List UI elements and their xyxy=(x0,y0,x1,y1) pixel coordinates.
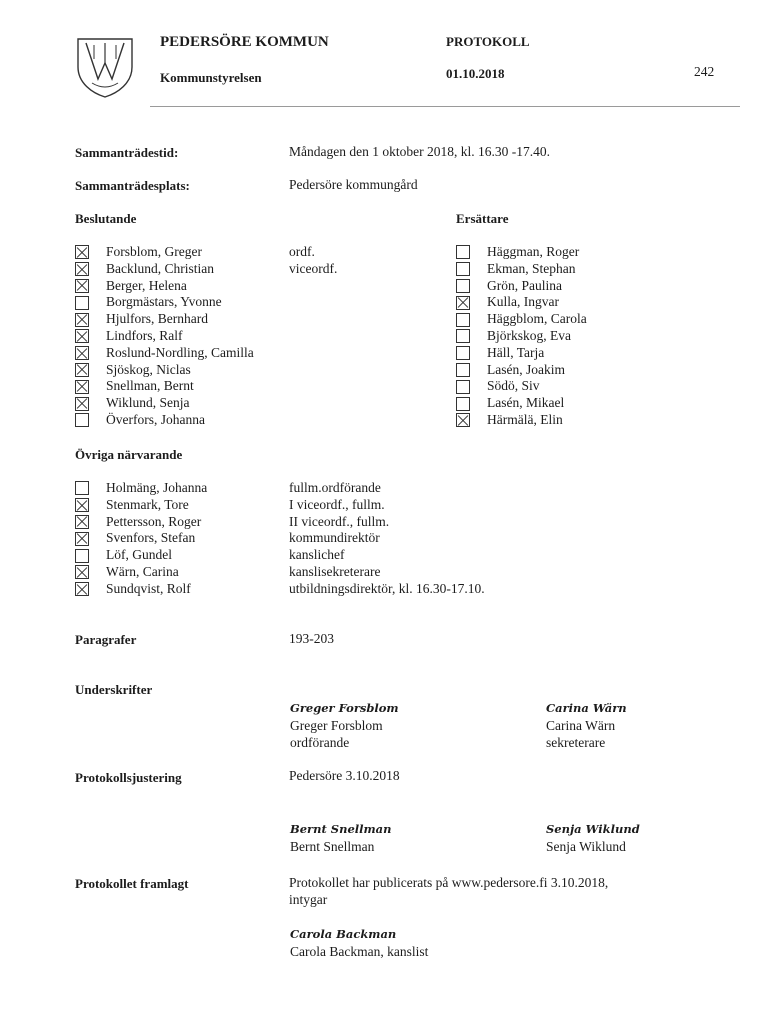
adjuster1-signature: Bernt Snellman xyxy=(290,822,392,836)
member-name: Snellman, Bernt xyxy=(106,378,194,394)
substitute-name: Häggman, Roger xyxy=(487,244,580,259)
empty-checkbox-icon xyxy=(456,245,470,259)
member-role xyxy=(289,378,337,395)
checked-checkbox-icon xyxy=(75,329,89,343)
other-present-row xyxy=(75,514,207,531)
member-row xyxy=(75,261,254,278)
published-line-1: Protokollet har publicerats på www.pedersore.fi 3.10.2018, xyxy=(289,875,609,890)
secretary-signature: Carina Wärn xyxy=(546,701,627,715)
member-name: Hjulfors, Bernhard xyxy=(106,311,208,327)
others-heading: Övriga närvarande xyxy=(75,447,183,462)
member-row xyxy=(75,345,254,362)
substitute-row xyxy=(456,362,587,379)
member-row xyxy=(75,412,254,429)
municipal-coat-of-arms xyxy=(72,33,138,99)
adjuster2-signature: Senja Wiklund xyxy=(546,822,640,836)
checked-checkbox-icon xyxy=(75,279,89,293)
chair-name: Greger Forsblom xyxy=(290,718,383,733)
substitutes-list xyxy=(456,244,587,429)
document-type: PROTOKOLL xyxy=(446,34,530,49)
member-row xyxy=(75,244,254,261)
empty-checkbox-icon xyxy=(456,329,470,343)
checked-checkbox-icon xyxy=(75,582,89,596)
secretary-block xyxy=(546,717,615,751)
secretary-title: sekreterare xyxy=(546,735,606,750)
other-present-row xyxy=(75,564,207,581)
substitute-name: Kulla, Ingvar xyxy=(487,294,559,310)
header-divider xyxy=(150,106,740,107)
substitute-name: Häggblom, Carola xyxy=(487,311,587,327)
other-present-role: kanslisekreterare xyxy=(289,563,381,579)
other-present-name: Holmäng, Johanna xyxy=(106,480,208,495)
others-roles xyxy=(289,480,485,598)
other-present-role: fullm.ordförande xyxy=(289,480,381,495)
checked-checkbox-icon xyxy=(456,413,470,427)
meeting-time-label: Sammanträdestid: xyxy=(75,145,179,160)
substitute-name: Björkskog, Eva xyxy=(487,327,571,343)
adjustment-value: Pedersöre 3.10.2018 xyxy=(289,768,400,783)
empty-checkbox-icon xyxy=(456,346,470,360)
other-present-name: Löf, Gundel xyxy=(106,547,172,563)
published-line-2: intygar xyxy=(289,892,328,907)
member-row xyxy=(75,362,254,379)
substitute-name: Lasén, Joakim xyxy=(487,361,565,377)
member-role xyxy=(289,395,337,412)
other-present-name: Stenmark, Tore xyxy=(106,496,189,512)
checked-checkbox-icon xyxy=(75,363,89,377)
member-role xyxy=(289,278,337,295)
substitute-name: Ekman, Stephan xyxy=(487,260,576,276)
other-present-row xyxy=(75,480,207,497)
governing-body: Kommunstyrelsen xyxy=(160,70,262,85)
registrar-signature: Carola Backman xyxy=(290,927,397,941)
meeting-place-label: Sammanträdesplats: xyxy=(75,178,190,193)
registrar-name: Carola Backman, kanslist xyxy=(290,944,429,959)
other-present-role: kommundirektör xyxy=(289,530,380,546)
adjuster1-name: Bernt Snellman xyxy=(290,839,375,854)
empty-checkbox-icon xyxy=(75,413,89,427)
member-name: Överfors, Johanna xyxy=(106,411,205,427)
member-role xyxy=(289,328,337,345)
other-present-name: Sundqvist, Rolf xyxy=(106,580,191,596)
checked-checkbox-icon xyxy=(75,346,89,360)
empty-checkbox-icon xyxy=(456,262,470,276)
other-present-role: kanslichef xyxy=(289,547,345,563)
members-roles xyxy=(289,244,337,429)
other-present-role: utbildningsdirektör, kl. 16.30-17.10. xyxy=(289,580,485,596)
member-row xyxy=(75,294,254,311)
checked-checkbox-icon xyxy=(75,498,89,512)
substitute-name: Grön, Paulina xyxy=(487,277,562,293)
meeting-time-value: Måndagen den 1 oktober 2018, kl. 16.30 -17.40. xyxy=(289,144,550,159)
checked-checkbox-icon xyxy=(75,313,89,327)
member-role xyxy=(289,345,337,362)
substitute-row xyxy=(456,244,587,261)
member-name: Roslund-Nordling, Camilla xyxy=(106,344,254,360)
substitute-name: Härmälä, Elin xyxy=(487,411,563,427)
checked-checkbox-icon xyxy=(75,532,89,546)
substitute-row xyxy=(456,278,587,295)
member-role: viceordf. xyxy=(289,260,338,276)
substitute-row xyxy=(456,395,587,412)
member-role: ordf. xyxy=(289,244,315,259)
member-role xyxy=(289,294,337,311)
other-present-row xyxy=(75,547,207,564)
chair-signature: Greger Forsblom xyxy=(290,701,399,715)
checked-checkbox-icon xyxy=(75,245,89,259)
checked-checkbox-icon xyxy=(75,397,89,411)
empty-checkbox-icon xyxy=(456,313,470,327)
other-present-role: I viceordf., fullm. xyxy=(289,496,385,512)
empty-checkbox-icon xyxy=(456,363,470,377)
other-present-name: Wärn, Carina xyxy=(106,563,179,579)
empty-checkbox-icon xyxy=(75,296,89,310)
paragraphs-value: 193-203 xyxy=(289,631,334,646)
other-present-name: Pettersson, Roger xyxy=(106,513,202,529)
signatures-label: Underskrifter xyxy=(75,682,153,697)
substitute-row xyxy=(456,261,587,278)
empty-checkbox-icon xyxy=(456,397,470,411)
member-role xyxy=(289,412,337,429)
member-row xyxy=(75,395,254,412)
member-name: Borgmästars, Yvonne xyxy=(106,294,222,310)
member-role xyxy=(289,311,337,328)
other-present-row xyxy=(75,530,207,547)
meeting-place-value: Pedersöre kommungård xyxy=(289,177,418,192)
member-role xyxy=(289,362,337,379)
adjustment-label: Protokollsjustering xyxy=(75,770,182,785)
other-present-row xyxy=(75,497,207,514)
others-list xyxy=(75,480,207,598)
substitutes-heading: Ersättare xyxy=(456,211,509,226)
member-name: Lindfors, Ralf xyxy=(106,327,183,343)
chair-title: ordförande xyxy=(290,735,350,750)
checked-checkbox-icon xyxy=(75,565,89,579)
member-row xyxy=(75,278,254,295)
substitute-name: Häll, Tarja xyxy=(487,344,545,360)
member-row xyxy=(75,378,254,395)
published-label: Protokollet framlagt xyxy=(75,876,189,891)
chair-block xyxy=(290,717,383,751)
member-row xyxy=(75,328,254,345)
other-present-role: II viceordf., fullm. xyxy=(289,513,390,529)
members-heading: Beslutande xyxy=(75,211,137,226)
substitute-row xyxy=(456,294,587,311)
members-list xyxy=(75,244,254,429)
member-name: Wiklund, Senja xyxy=(106,395,190,411)
empty-checkbox-icon xyxy=(456,279,470,293)
checked-checkbox-icon xyxy=(456,296,470,310)
other-present-row xyxy=(75,581,207,598)
substitute-row xyxy=(456,378,587,395)
substitute-name: Södö, Siv xyxy=(487,378,540,394)
member-name: Sjöskog, Niclas xyxy=(106,361,191,377)
member-name: Backlund, Christian xyxy=(106,260,214,276)
municipality-name: PEDERSÖRE KOMMUN xyxy=(160,34,329,50)
other-present-name: Svenfors, Stefan xyxy=(106,530,196,546)
substitute-row xyxy=(456,345,587,362)
published-text xyxy=(289,874,608,908)
document-date: 01.10.2018 xyxy=(446,66,505,81)
substitute-row xyxy=(456,412,587,429)
checked-checkbox-icon xyxy=(75,515,89,529)
substitute-name: Lasén, Mikael xyxy=(487,395,565,411)
empty-checkbox-icon xyxy=(75,481,89,495)
substitute-row xyxy=(456,311,587,328)
empty-checkbox-icon xyxy=(456,380,470,394)
adjuster2-name: Senja Wiklund xyxy=(546,839,626,854)
member-row xyxy=(75,311,254,328)
empty-checkbox-icon xyxy=(75,549,89,563)
checked-checkbox-icon xyxy=(75,380,89,394)
member-name: Forsblom, Greger xyxy=(106,244,202,259)
checked-checkbox-icon xyxy=(75,262,89,276)
page-number: 242 xyxy=(694,64,715,79)
paragraphs-label: Paragrafer xyxy=(75,632,137,647)
secretary-name: Carina Wärn xyxy=(546,718,616,733)
substitute-row xyxy=(456,328,587,345)
member-name: Berger, Helena xyxy=(106,277,187,293)
